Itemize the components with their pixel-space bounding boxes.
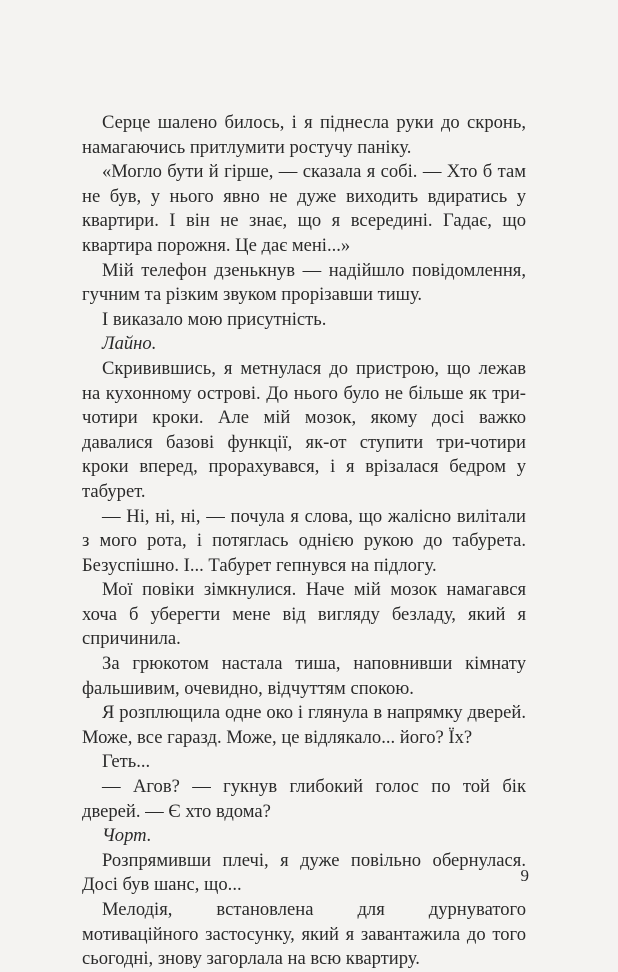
body-text (82, 111, 526, 972)
paragraph-11: Геть... (102, 751, 151, 773)
paragraph-3: Мій телефон дзенькнув — надійшло повідомлення, гучним та різким звуком прорізавши тишу. (82, 259, 526, 306)
paragraph-14: Розпрямивши плечі, я дуже повільно обернулася. Досі був шанс, що... (82, 849, 526, 896)
paragraph-6: Скривившись, я метнулася до пристрою, що лежав на кухонному острові. До нього було не більше як три-чотири кроки. Але мій мозок, якому досі важко давалися базові функції, як-от ступити три-чотири кроки вперед, прорахувався, і я врізалася бедром у табурет. (82, 357, 526, 502)
paragraph-9: За грюкотом настала тиша, наповнивши кімнату фальшивим, очевидно, відчуттям спокою. (82, 653, 526, 699)
paragraph-10: Я розплющила одне око і глянула в напрямку дверей. Може, все гаразд. Може, це відлякало... його? Їх? (82, 702, 526, 748)
page-number: 9 (520, 866, 529, 885)
paragraph-7: — Ні, ні, ні, — почула я слова, що жалісно вилітали з мого рота, і потяглась однією рукою до табурета. Безуспішно. І... Табурет гепнувся на підлогу. (82, 505, 526, 576)
paragraph-8: Мої повіки зімкнулися. Наче мій мозок намагався хоча б уберегти мене від вигляду безладу, який я спричинила. (82, 579, 526, 650)
paragraph-1: Серце шалено билось, і я піднесла руки до скронь, намагаючись притлумити ростучу паніку. (82, 112, 526, 158)
paragraph-13: Чорт. (102, 825, 152, 847)
paragraph-4: І виказало мою присутність. (102, 308, 327, 330)
paragraph-15: Мелодія, встановлена для дурнуватого мотиваційного застосунку, який я завантажила до того сьогодні, знову загорлала на всю квартиру. (82, 899, 526, 970)
paragraph-2: «Могло бути й гірше, — сказала я собі. — Хто б там не був, у нього явно не дуже виходить вдиратись у квартири. І він не знає, що я всередині. Гадає, що квартира порожня. Це дає мені...» (82, 161, 526, 256)
paragraph-5: Лайно. (102, 333, 157, 355)
paragraph-12: — Агов? — гукнув глибокий голос по той бік дверей. — Є хто вдома? (82, 776, 526, 822)
